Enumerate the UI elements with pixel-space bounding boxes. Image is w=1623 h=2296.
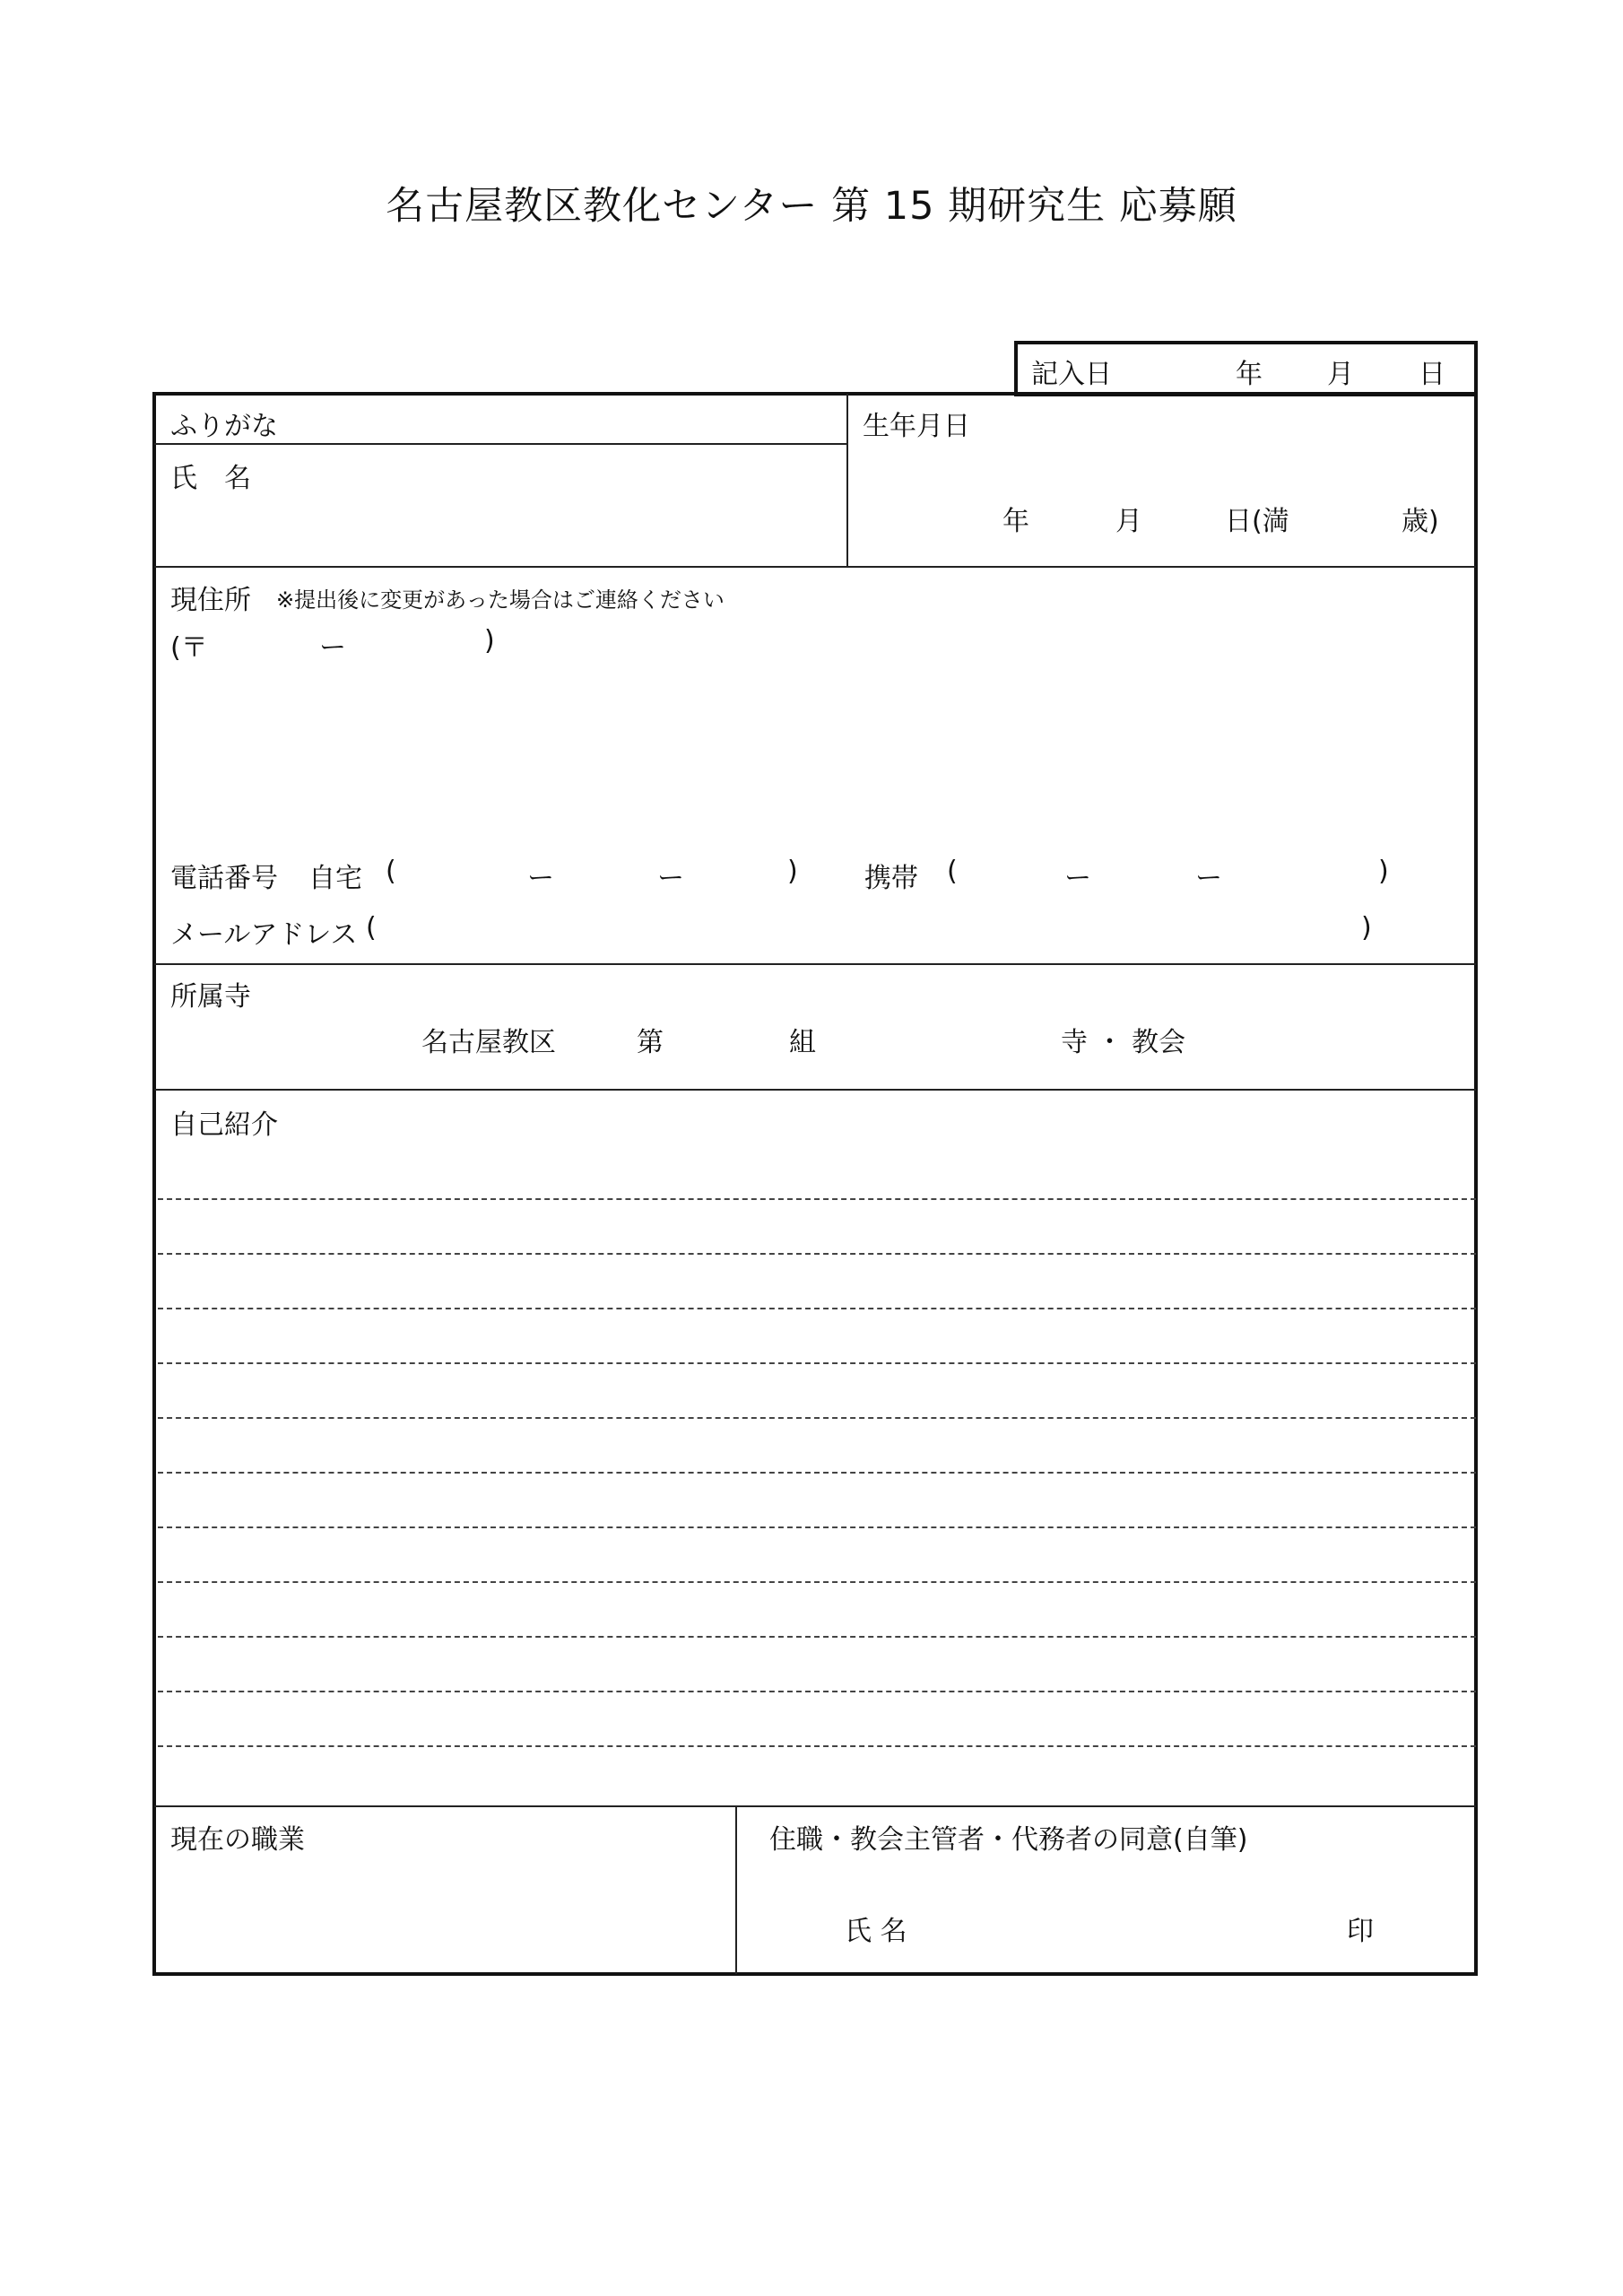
- name-input[interactable]: [170, 491, 834, 561]
- email-close: ): [1361, 912, 1372, 944]
- phone-home-open: (: [386, 856, 396, 887]
- divider-intro: [154, 1089, 1476, 1091]
- entry-date-month: 月: [1327, 359, 1354, 390]
- furigana-label: ふりがな: [170, 411, 278, 442]
- address-label: 現住所: [170, 585, 251, 616]
- phone-home-close: ): [787, 856, 798, 887]
- birth-date-input[interactable]: [861, 484, 1462, 547]
- temple-kumi: 組: [789, 1027, 816, 1058]
- divider-bottom: [154, 1805, 1476, 1807]
- consent-seal: 印: [1347, 1916, 1374, 1947]
- birth-day-age: 日(満: [1225, 506, 1289, 537]
- divider-name-birth: [846, 394, 848, 566]
- email-open: (: [366, 912, 377, 944]
- entry-date-year: 年: [1236, 359, 1263, 390]
- phone-home-input[interactable]: [404, 848, 780, 890]
- temple-dai: 第: [637, 1027, 664, 1058]
- page-title: 名古屋教区教化センター 第 15 期研究生 応募願: [386, 184, 1237, 229]
- email-input[interactable]: [384, 906, 1357, 947]
- entry-date-day-field[interactable]: [1358, 346, 1415, 393]
- phone-mobile-open: (: [947, 856, 958, 887]
- phone-mobile-input[interactable]: [965, 848, 1373, 890]
- birth-year: 年: [1002, 506, 1029, 537]
- consent-label: 住職・教会主管者・代務者の同意(自筆): [769, 1824, 1248, 1856]
- phone-home-dash-1: ー: [527, 863, 554, 894]
- divider-temple: [154, 963, 1476, 965]
- consent-signature-input[interactable]: [933, 1894, 1336, 1948]
- postal-open: (〒: [170, 632, 208, 664]
- email-label: メールアドレス: [170, 919, 358, 951]
- birth-month: 月: [1115, 506, 1142, 537]
- phone-home-dash-2: ー: [657, 863, 684, 894]
- phone-home-label: 自宅: [308, 863, 362, 894]
- furigana-input[interactable]: [296, 397, 834, 439]
- phone-mobile-close: ): [1378, 856, 1389, 887]
- entry-date-month-field[interactable]: [1266, 346, 1324, 393]
- postal-dash: ー: [319, 632, 346, 664]
- occupation-input[interactable]: [170, 1857, 722, 1964]
- phone-label: 電話番号: [170, 863, 278, 894]
- temple-name-input[interactable]: [834, 1012, 1055, 1053]
- temple-suffix: 寺 ・ 教会: [1061, 1027, 1186, 1058]
- divider-furigana: [154, 443, 847, 445]
- entry-date-label: 記入日: [1031, 359, 1112, 390]
- temple-diocese: 名古屋教区: [421, 1027, 556, 1058]
- birth-age-close: 歳): [1402, 506, 1439, 537]
- phone-mobile-label: 携帯: [864, 863, 918, 894]
- consent-name-label: 氏 名: [845, 1916, 907, 1947]
- address-input[interactable]: [170, 668, 1462, 830]
- birth-date-label: 生年月日: [863, 411, 970, 442]
- phone-mobile-dash-1: ー: [1064, 863, 1091, 894]
- divider-occupation-consent: [735, 1807, 737, 1974]
- entry-date-day: 日: [1419, 359, 1445, 390]
- divider-address: [154, 566, 1476, 568]
- name-label: 氏 名: [170, 463, 251, 494]
- phone-mobile-dash-2: ー: [1195, 863, 1222, 894]
- intro-textarea[interactable]: [158, 1148, 1472, 1801]
- intro-label: 自己紹介: [170, 1109, 278, 1141]
- temple-label: 所属寺: [170, 981, 251, 1013]
- postal-close: ): [484, 625, 495, 657]
- temple-kumi-number-input[interactable]: [674, 1012, 782, 1053]
- entry-date-year-field[interactable]: [1130, 346, 1228, 393]
- occupation-label: 現在の職業: [170, 1824, 305, 1856]
- address-note: ※提出後に変更があった場合はご連絡ください: [276, 587, 725, 613]
- postal-code-input[interactable]: [206, 619, 480, 660]
